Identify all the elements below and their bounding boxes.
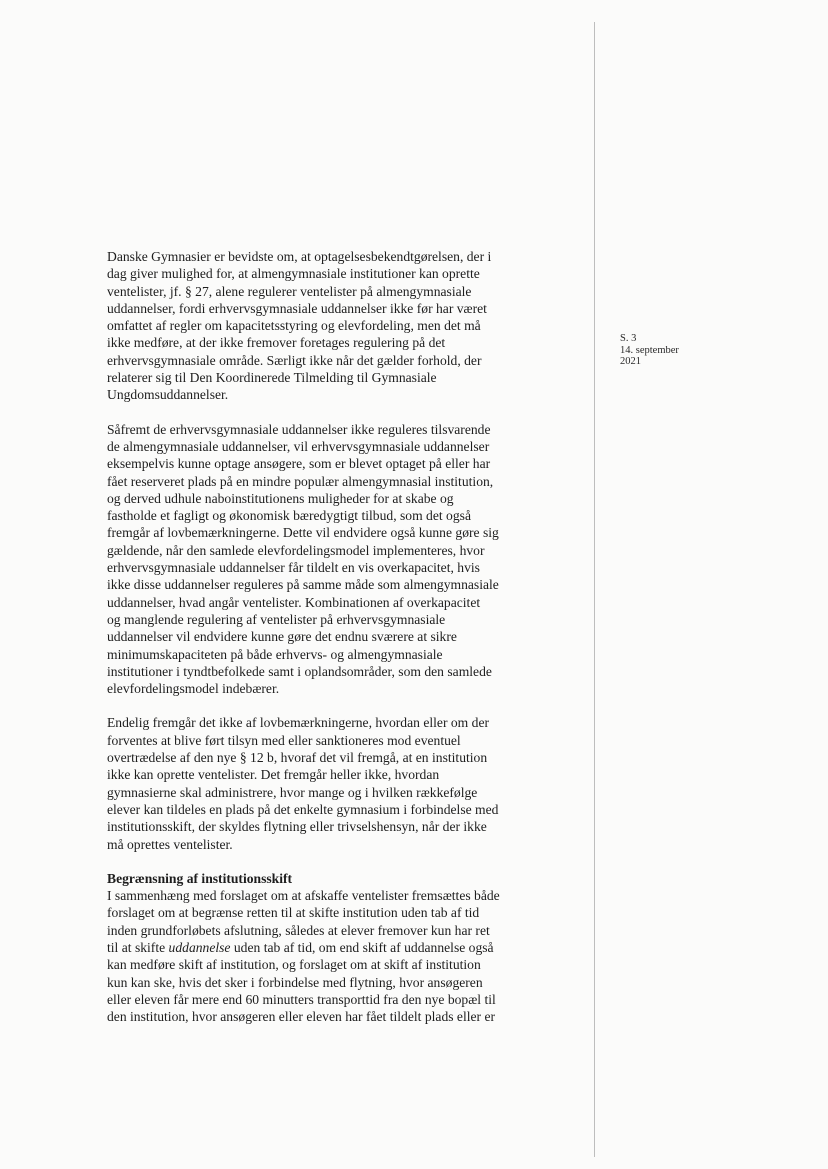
text-line: kun kan ske, hvis det sker i forbindelse med flytning, hvor ansøgeren — [107, 974, 483, 990]
text-line: erhvervsgymnasiale område. Særligt ikke når det gælder forhold, der — [107, 352, 482, 368]
text-line: kan medføre skift af institution, og forslaget om at skift af institution — [107, 957, 481, 973]
text-line: I sammenhæng med forslaget om at afskaffe ventelister fremsættes både — [107, 888, 500, 904]
text-line: inden grundforløbets afslutning, således at elever fremover kun har ret — [107, 922, 490, 938]
text-line: relaterer sig til Den Koordinerede Tilmelding til Gymnasiale — [107, 370, 437, 386]
paragraph-2 — [107, 421, 577, 698]
text-line: erhvervsgymnasiale uddannelser får tildelt en vis overkapacitet, hvis — [107, 560, 480, 576]
text-line: og derved udhule naboinstitutionens muligheder for at skabe og — [107, 490, 454, 506]
text-line: ventelister, jf. § 27, alene regulerer ventelister på almengymnasiale — [107, 283, 472, 299]
paragraph-3 — [107, 714, 577, 852]
text-line: Danske Gymnasier er bevidste om, at optagelsesbekendtgørelsen, der i — [107, 249, 492, 264]
text-line: institutioner i tyndtbefolkede samt i oplandsområder, som den samlede — [107, 663, 492, 679]
text-line: ikke medføre, at der ikke fremover foretages regulering på det — [107, 335, 446, 351]
emphasis-uddannelse: uddannelse — [168, 939, 231, 955]
date-line-1: 14. september — [620, 344, 679, 356]
margin-note — [620, 333, 679, 368]
text-line: fået reserveret plads på en mindre populær almengymnasial institution, — [107, 473, 494, 489]
text-fragment: til at skifte — [107, 939, 169, 955]
text-line: må oprettes ventelister. — [107, 836, 233, 852]
text-line: dag giver mulighed for, at almengymnasiale institutioner kan oprette — [107, 266, 480, 282]
page-number: S. 3 — [620, 333, 637, 344]
text-line: uddannelser, hvad angår ventelister. Kombinationen af overkapacitet — [107, 594, 481, 610]
text-line: Endelig fremgår det ikke af lovbemærkningerne, hvordan eller om der — [107, 715, 489, 731]
text-line: minimumskapaciteten på både erhvervs- og almengymnasiale — [107, 646, 443, 662]
text-line: den institution, hvor ansøgeren eller eleven har fået tildelt plads eller er — [107, 1009, 496, 1025]
section-heading: Begrænsning af institutionsskift — [107, 870, 293, 886]
paragraph-1 — [107, 248, 577, 404]
text-line: gældende, når den samlede elevfordelingsmodel implementeres, hvor — [107, 542, 485, 558]
text-line: gymnasierne skal administrere, hvor mange og i hvilken rækkefølge — [107, 784, 478, 800]
text-line: forventes at blive ført tilsyn med eller sanktioneres mod eventuel — [107, 732, 461, 748]
text-line: fastholde et fagligt og økonomisk bæredygtigt tilbud, som det også — [107, 508, 471, 524]
section-institutionsskift — [107, 870, 577, 1026]
text-line: elever kan tildeles en plads på det enkelte gymnasium i forbindelse med — [107, 801, 499, 817]
text-line: overtrædelse af den nye § 12 b, hvoraf det vil fremgå, at en institution — [107, 750, 488, 766]
text-line-with-emphasis — [107, 939, 577, 956]
text-fragment: uden tab af tid, om end skift af uddannelse også — [230, 939, 494, 955]
body-text — [107, 248, 577, 1042]
text-line: uddannelser, fordi erhvervsgymnasiale uddannelser ikke før har været — [107, 300, 487, 316]
text-line: Såfremt de erhvervsgymnasiale uddannelser ikke reguleres tilsvarende — [107, 421, 491, 437]
text-line: fremgår af lovbemærkningerne. Dette vil endvidere også kunne gøre sig — [107, 525, 499, 541]
text-line: ikke disse uddannelser reguleres på samme måde som almengymnasiale — [107, 577, 499, 593]
text-line: eller eleven får mere end 60 minutters transporttid fra den nye bopæl til — [107, 991, 496, 1007]
date-line-2: 2021 — [620, 356, 641, 367]
text-line: forslaget om at begrænse retten til at skifte institution uden tab af tid — [107, 905, 480, 921]
text-line: ikke kan oprette ventelister. Det fremgår heller ikke, hvordan — [107, 767, 440, 783]
text-line: elevfordelingsmodel indebærer. — [107, 681, 280, 697]
text-line: uddannelser vil endvidere kunne gøre det endnu sværere at sikre — [107, 629, 457, 645]
text-line: de almengymnasiale uddannelser, vil erhvervsgymnasiale uddannelser — [107, 438, 490, 454]
margin-divider — [594, 22, 595, 1157]
text-line: institutionsskift, der skyldes flytning eller trivselshensyn, når der ikke — [107, 819, 487, 835]
text-line: omfattet af regler om kapacitetsstyring og elevfordeling, men det må — [107, 318, 481, 334]
text-line: eksempelvis kunne optage ansøgere, som er blevet optaget på eller har — [107, 456, 491, 472]
text-line: Ungdomsuddannelser. — [107, 387, 229, 403]
text-line: og manglende regulering af ventelister på erhvervsgymnasiale — [107, 611, 446, 627]
